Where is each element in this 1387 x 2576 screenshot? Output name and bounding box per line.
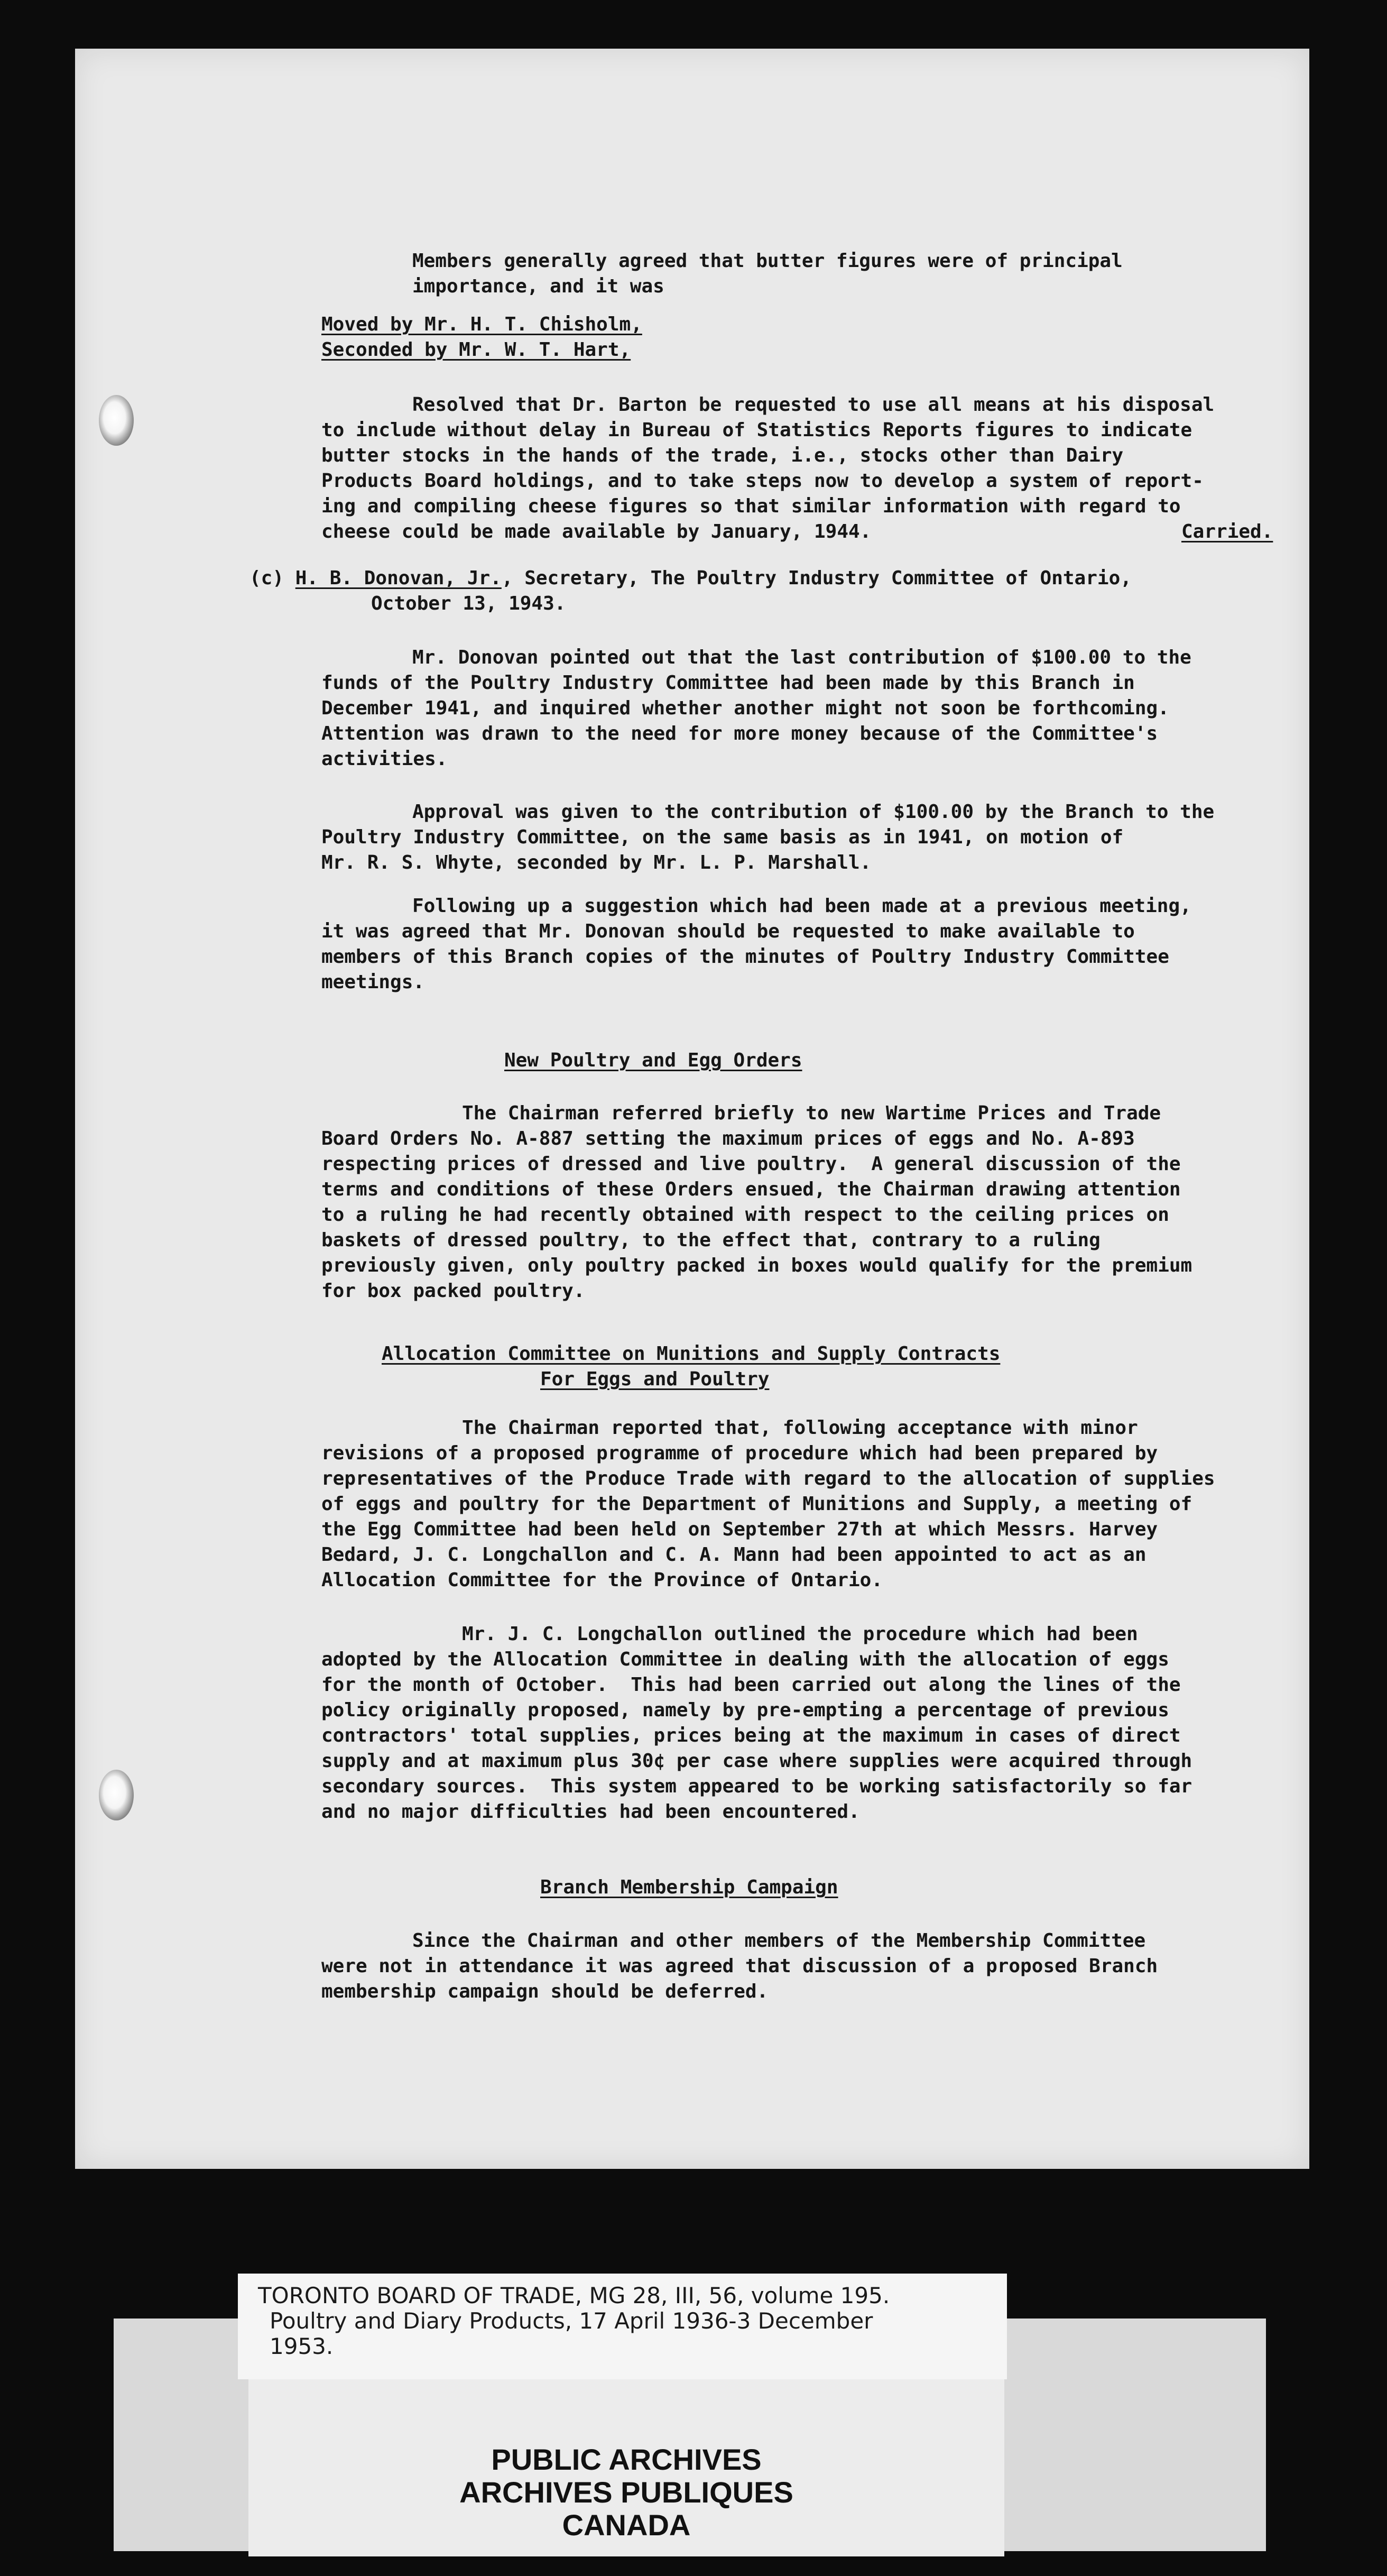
heading-new-poultry-orders: New Poultry and Egg Orders	[504, 1050, 802, 1071]
longchallon-paragraph: Mr. J. C. Longchallon outlined the procedure which had been adopted by the Allocation Committee in dealing with the allocation of eggs for the month of October. This had been carried out along the lines of the policy originally proposed, namely by pre-empting a percentage of previous contractors' total supplies, prices being at the maximum in cases of direct supply and at maximum plus 30¢ per case where supplies were acquired through secondary sources. This system appeared to be working satisfactorily so far and no major difficulties had been encountered.	[321, 1623, 1192, 1823]
carried-label: Carried.	[1181, 521, 1273, 542]
label-line-2: Poultry and Diary Products, 17 April 1936-3 December	[270, 2308, 873, 2334]
item-c-label: (c)	[249, 567, 284, 589]
following-paragraph: Following up a suggestion which had been made at a previous meeting, it was agreed that Mr. Donovan should be requested to make available to members of this Branch copies of the minutes of Poultry Industry Committee meetings.	[321, 895, 1191, 993]
paragraph-butter-figures: Members generally agreed that butter figures were of principal importance, and it was	[412, 250, 1123, 297]
allocation-paragraph: The Chairman reported that, following acceptance with minor revisions of a proposed programme of procedure which had been prepared by representatives of the Produce Trade with regard to the allocation of supplies of eggs and poultry for the Department of Munitions and Supply, a meeting of the Egg Committee had been held on September 27th at which Messrs. Harvey Bedard, J. C. Longchallon and C. A. Mann had been appointed to act as an Allocation Committee for the Province of Ontario.	[321, 1417, 1215, 1591]
item-c-rest: , Secretary, The Poultry Industry Committee of Ontario,	[501, 567, 1132, 589]
document-page	[75, 49, 1309, 2169]
document-text	[75, 49, 1309, 2169]
heading-allocation-committee: Allocation Committee on Munitions and Supply Contracts	[382, 1343, 1001, 1365]
label-line-1: TORONTO BOARD OF TRADE, MG 28, III, 56, volume 195.	[258, 2283, 890, 2308]
resolution-paragraph: Resolved that Dr. Barton be requested to use all means at his disposal to include without delay in Bureau of Statistics Reports figures to indicate butter stocks in the hands of the trade, i.e., stocks other than Dairy Products Board holdings, and to take steps now to develop a system of report- ing and compiling cheese figures so that similar information with regard to cheese could be made available by January, 1944.	[321, 394, 1215, 542]
collection-label	[238, 2274, 1007, 2379]
archive-line-2: ARCHIVES PUBLIQUES	[459, 2476, 793, 2509]
item-c-heading	[249, 566, 1132, 591]
orders-paragraph: The Chairman referred briefly to new Wartime Prices and Trade Board Orders No. A-887 setting the maximum prices of eggs and No. A-893 respecting prices of dressed and live poultry. A general discussion of the terms and conditions of these Orders ensued, the Chairman drawing attention to a ruling he had recently obtained with respect to the ceiling prices on baskets of dressed poultry, to the effect that, contrary to a ruling previously given, only poultry packed in boxes would qualify for the premium for box packed poultry.	[321, 1102, 1192, 1302]
heading-allocation-subtitle: For Eggs and Poultry	[540, 1368, 770, 1390]
label-line-3: 1953.	[270, 2333, 334, 2359]
item-c-name: H. B. Donovan, Jr.	[295, 567, 502, 589]
membership-paragraph: Since the Chairman and other members of the Membership Committee were not in attendance it was agreed that discussion of a proposed Branch membership campaign should be deferred.	[321, 1930, 1158, 2002]
donovan-paragraph: Mr. Donovan pointed out that the last contribution of $100.00 to the funds of the Poultry Industry Committee had been made by this Branch in December 1941, and inquired whether another might not soon be forthcoming. Attention was drawn to the need for more money because of the Committee's activities.	[321, 647, 1191, 770]
approval-paragraph: Approval was given to the contribution of $100.00 by the Branch to the Poultry Industry Committee, on the same basis as in 1941, on motion of Mr. R. S. Whyte, seconded by Mr. L. P. Marshall.	[321, 801, 1215, 873]
item-c-date: October 13, 1943.	[371, 593, 566, 614]
archive-line-1: PUBLIC ARCHIVES	[491, 2443, 762, 2476]
seconded-by: Seconded by Mr. W. T. Hart,	[321, 339, 631, 361]
archive-line-3: CANADA	[562, 2508, 691, 2542]
moved-by: Moved by Mr. H. T. Chisholm,	[321, 314, 642, 335]
heading-membership-campaign: Branch Membership Campaign	[540, 1876, 838, 1898]
